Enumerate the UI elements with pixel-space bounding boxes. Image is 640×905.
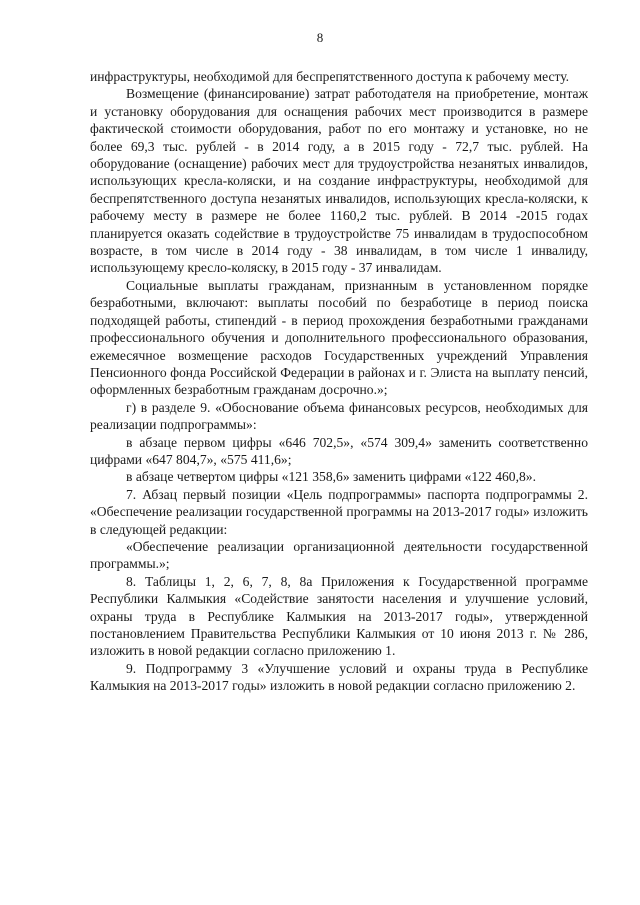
- page-number: 8: [316, 30, 324, 45]
- document-body: [90, 68, 588, 695]
- paragraph-6: в абзаце четвертом цифры «121 358,6» заменить цифрами «122 460,8».: [126, 469, 536, 485]
- paragraph-1: инфраструктуры, необходимой для беспрепятственного доступа к рабочему месту.: [90, 69, 570, 84]
- paragraph-8: «Обеспечение реализации организационной деятельности государственной программы.»;: [90, 538, 588, 572]
- paragraph-9: 8. Таблицы 1, 2, 6, 7, 8, 8а Приложения к Государственной программе Республики Калмыкия «Содействие занятости населения и улучшение условий, охраны труда в Республике Калмыкия на 2013-2017 годы», утвержденной постановлением Правительства Республики Калмыкия от 10 июня 2013 г. № 286, изложить в новой редакции согласно приложению 1.: [90, 573, 588, 659]
- paragraph-7: 7. Абзац первый позиции «Цель подпрограммы» паспорта подпрограммы 2. «Обеспечение реализации государственной программы на 2013-2017 годы» изложить в следующей редакции:: [90, 486, 588, 537]
- paragraph-4: г) в разделе 9. «Обоснование объема финансовых ресурсов, необходимых для реализации подпрограммы»:: [90, 399, 588, 433]
- paragraph-10: 9. Подпрограмму 3 «Улучшение условий и охраны труда в Республике Калмыкия на 2013-2017 годы» изложить в новой редакции согласно приложению 2.: [90, 660, 588, 694]
- paragraph-5: в абзаце первом цифры «646 702,5», «574 309,4» заменить соответственно цифрами «647 804,7», «575 411,6»;: [90, 434, 588, 467]
- paragraph-3: Социальные выплаты гражданам, признанным в установленном порядке безработными, включают: выплаты пособий по безработице в период поиска подходящей работы, стипендий - в период прохождения безработными гражданами профессионального обучения и дополнительного профессионального образования, ежемесячное возмещение расходов Государственных учреждений Управления Пенсионного фонда Российской Федерации в районах и г. Элиста на выплату пенсий, оформленных безработным гражданам досрочно.»;: [90, 277, 588, 398]
- paragraph-2: Возмещение (финансирование) затрат работодателя на приобретение, монтаж и установку оборудования для оснащения рабочих мест производится в размере фактической стоимости оборудования, работ по его монтажу и установке, но не более 69,3 тыс. рублей - в 2014 году, а в 2015 году - 72,7 тыс. рублей. На оборудование (оснащение) рабочих мест для трудоустройства незанятых инвалидов, использующих кресла-коляски, и на создание инфраструктуры, необходимой для беспрепятственного доступа незанятых инвалидов, использующих кресла-коляски, к рабочему месту в размере не более 1160,2 тыс. рублей. В 2014 -2015 годах планируется оказать содействие в трудоустройстве 75 инвалидам в трудоспособном возрасте, в том числе в 2014 году - 38 инвалидам, в том числе 1 инвалиду, использующему кресло-коляску, в 2015 году - 37 инвалидам.: [90, 86, 588, 276]
